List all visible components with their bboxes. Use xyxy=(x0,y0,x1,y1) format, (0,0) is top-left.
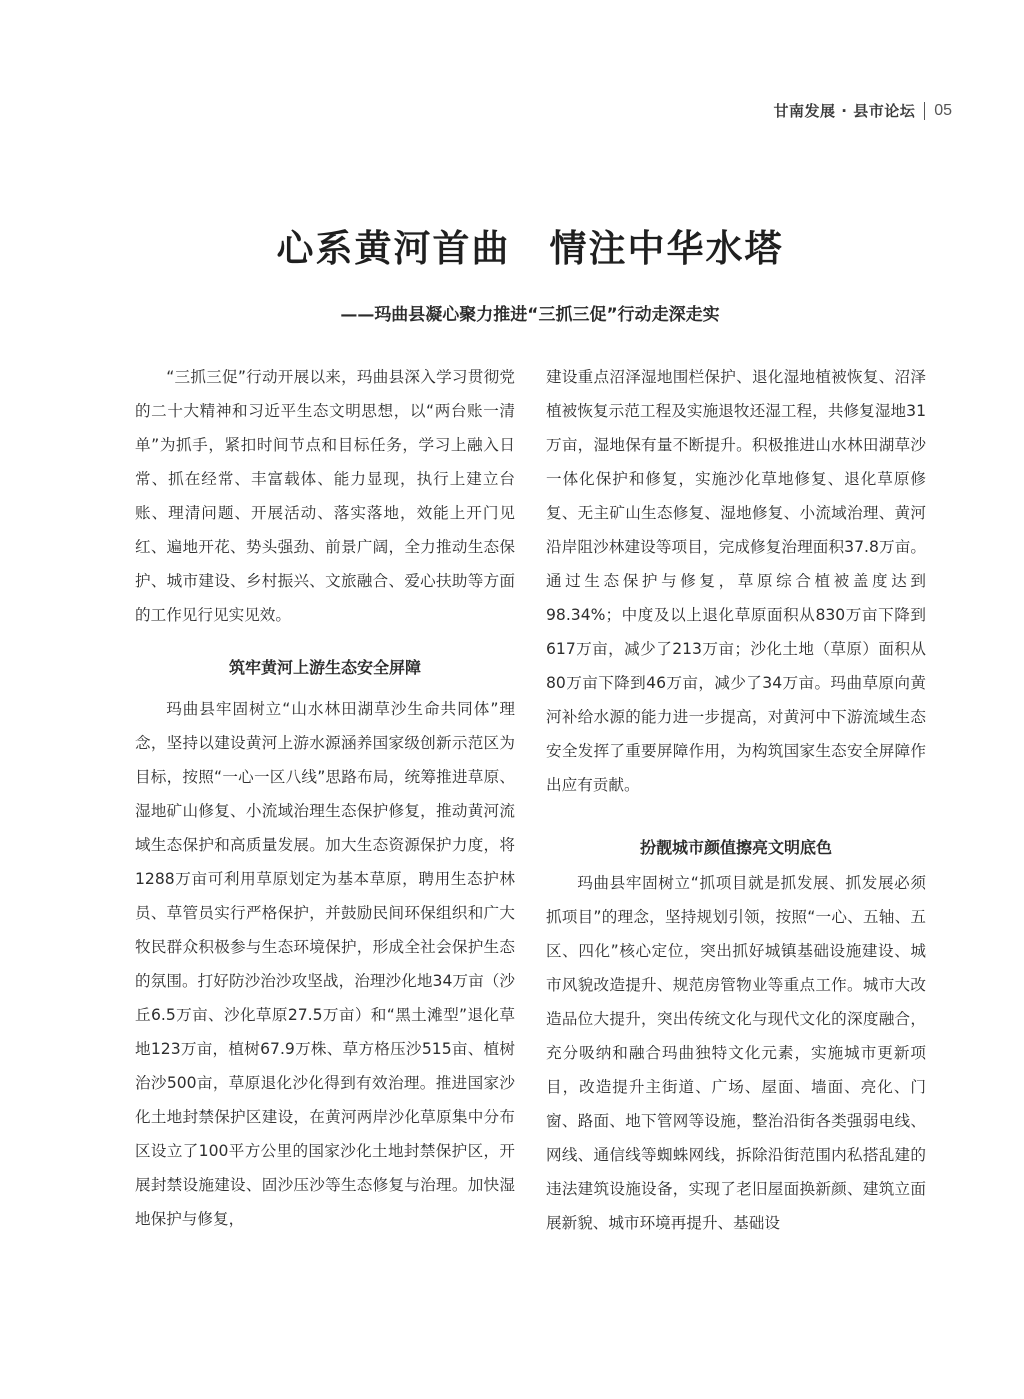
running-header xyxy=(774,100,952,122)
city-paragraph: 玛曲县牢固树立“抓项目就是抓发展、抓发展必须抓项目”的理念，坚持规划引领，按照“一心、五轴、五区、四化”核心定位，突出抓好城镇基础设施建设、城市风貌改造提升、规范房管物业等重点工作。城市大改造品位大提升，突出传统文化与现代文化的深度融合，充分吸纳和融合玛曲独特文化元素，实施城市更新项目，改造提升主街道、广场、屋面、墙面、亮化、门窗、路面、地下管网等设施，整治沿街各类强弱电线、网线、通信线等蜘蛛网线，拆除沿街范围内私搭乱建的违法建筑设施设备，实现了老旧屋面换新颜、建筑立面展新貌、城市环境再提升、基础设 xyxy=(546,874,926,1232)
article-title: 心系黄河首曲 情注中华水塔 xyxy=(276,226,784,270)
ecology-paragraph: 玛曲县牢固树立“山水林田湖草沙生命共同体”理念，坚持以建设黄河上游水源涵养国家级创新示范区为目标，按照“一心一区八线”思路布局，统筹推进草原、湿地矿山修复、小流域治理生态保护修复，推动黄河流域生态保护和高质量发展。加大生态资源保护力度，将1288万亩可利用草原划定为基本草原，聘用生态护林员、草管员实行严格保护，并鼓励民间环保组织和广大牧民群众积极参与生态环境保护，形成全社会保护生态的氛围。打好防沙治沙攻坚战，治理沙化地34万亩（沙丘6.5万亩、沙化草原27.5万亩）和“黑土滩型”退化草地123万亩，植树67.9万株、草方格压沙515亩、植树治沙500亩，草原退化沙化得到有效治理。推进国家沙化土地封禁保护区建设，在黄河两岸沙化草原集中分布区设立了100平方公里的国家沙化土地封禁保护区，开展封禁设施建设、固沙压沙等生态修复与治理。加快湿地保护与修复， xyxy=(135,700,515,1228)
section-name: 甘南发展 · 县市论坛 xyxy=(773,102,916,120)
section-heading-city: 扮靓城市颜值擦亮文明底色 xyxy=(639,838,832,857)
article-subtitle: ——玛曲县凝心聚力推进“三抓三促”行动走深走实 xyxy=(340,305,720,325)
left-column xyxy=(135,360,515,1236)
page-number: 05 xyxy=(934,102,952,119)
right-column xyxy=(546,360,926,1240)
section-heading-ecology: 筑牢黄河上游生态安全屏障 xyxy=(228,658,421,677)
intro-paragraph: “三抓三促”行动开展以来，玛曲县深入学习贯彻党的二十大精神和习近平生态文明思想，以“两台账一清单”为抓手，紧扣时间节点和目标任务，学习上融入日常、抓在经常、丰富载体、能力显现，执行上建立台账、理清问题、开展活动、落实落地，效能上开门见红、遍地开花、势头强劲、前景广阔，全力推动生态保护、城市建设、乡村振兴、文旅融合、爱心扶助等方面的工作见行见实见效。 xyxy=(135,368,515,624)
header-divider xyxy=(924,102,925,120)
ecology-paragraph-continued: 建设重点沼泽湿地围栏保护、退化湿地植被恢复、沼泽植被恢复示范工程及实施退牧还湿工程，共修复湿地31万亩，湿地保有量不断提升。积极推进山水林田湖草沙一体化保护和修复，实施沙化草地修复、退化草原修复、无主矿山生态修复、湿地修复、小流域治理、黄河沿岸阻沙林建设等项目，完成修复治理面积37.8万亩。通过生态保护与修复，草原综合植被盖度达到98.34%；中度及以上退化草原面积从830万亩下降到617万亩，减少了213万亩；沙化土地（草原）面积从80万亩下降到46万亩，减少了34万亩。玛曲草原向黄河补给水源的能力进一步提高，对黄河中下游流域生态安全发挥了重要屏障作用，为构筑国家生态安全屏障作出应有贡献。 xyxy=(546,368,926,794)
